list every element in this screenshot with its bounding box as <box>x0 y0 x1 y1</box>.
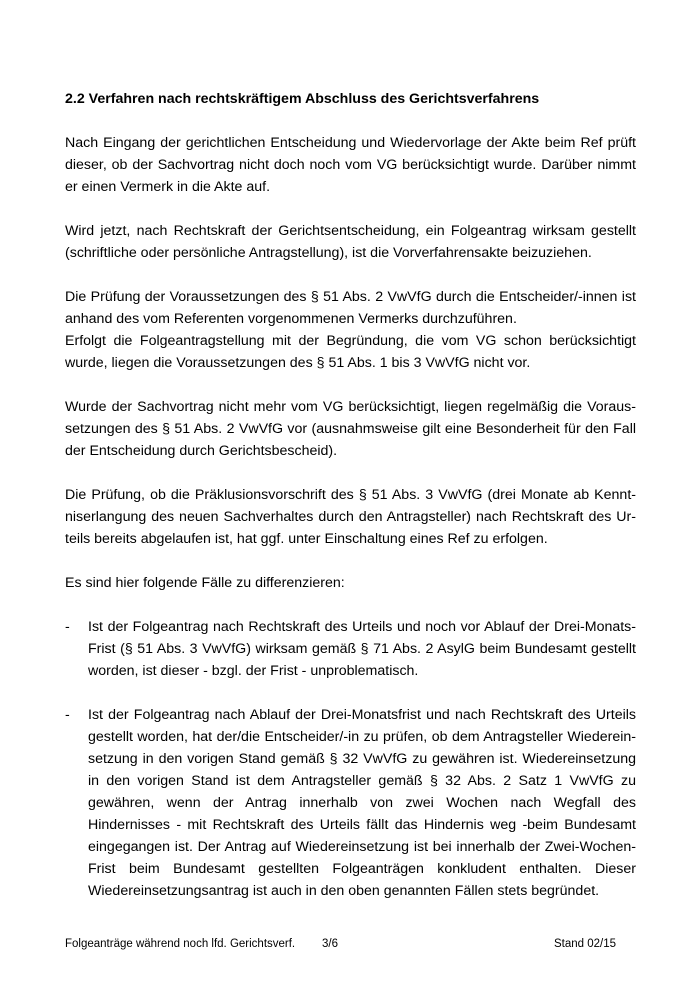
paragraph: Wurde der Sachvortrag nicht mehr vom VG berücksichtigt, liegen regelmäßig die Voraussetzungen des § 51 Abs. 2 VwVfG vor (ausnahmsweise gilt eine Besonderheit für den Fall der Entscheidung durch Gerichtsbescheid). <box>65 399 636 459</box>
list-item <box>65 616 636 682</box>
paragraph: Die Prüfung, ob die Präklusionsvorschrift des § 51 Abs. 3 VwVfG (drei Monate ab Kenntniserlangung des neuen Sachverhaltes durch den Antragsteller) nach Rechtskraft des Urteils bereits abgelaufen ist, hat ggf. unter Einschaltung eines Ref zu erfolgen. <box>65 487 636 547</box>
list-item-text: Ist der Folgeantrag nach Ablauf der Drei-Monatsfrist und nach Rechtskraft des Urteils gestellt worden, hat der/die Entscheider/-in zu prüfen, ob dem Antragsteller Wiedereinsetzung in den vorigen Stand gemäß § 32 VwVfG zu gewähren ist. Wiedereinsetzung in den vorigen Stand ist dem Antragsteller gemäß § 32 Abs. 2 Satz 1 VwVfG zu gewähren, wenn der Antrag innerhalb von zwei Wochen nach Wegfall des Hindernisses - mit Rechtskraft des Urteils fällt das Hindernis weg -beim Bundesamt eingegangen ist. Der Antrag auf Wiedereinsetzung ist bei innerhalb der Zwei-Wochen-Frist beim Bundesamt gestellten Folgeanträgen konkludent enthalten. Dieser Wiedereinsetzungsantrag ist auch in den oben genannten Fällen stets begründet. <box>88 707 636 899</box>
paragraph: Erfolgt die Folgeantragstellung mit der Begründung, die vom VG schon berücksichtigt wurde, liegen die Voraussetzungen des § 51 Abs. 1 bis 3 VwVfG nicht vor. <box>65 333 636 371</box>
document-body <box>65 88 636 924</box>
paragraph: Die Prüfung der Voraussetzungen des § 51 Abs. 2 VwVfG durch die Entscheider/-innen ist anhand des vom Referenten vorgenommenen Vermerks durchzuführen. <box>65 289 636 327</box>
footer-status: Stand 02/15 <box>553 938 616 950</box>
paragraph: Wird jetzt, nach Rechtskraft der Gerichtsentscheidung, ein Folgeantrag wirksam gestellt (schriftliche oder persönliche Antragstellung), ist die Vorverfahrensakte beizuziehen. <box>65 223 636 261</box>
list-item-text: Ist der Folgeantrag nach Rechtskraft des Urteils und noch vor Ablauf der Drei-Monats-Frist (§ 51 Abs. 3 VwVfG) wirksam gemäß § 71 Abs. 2 AsylG beim Bundesamt gestellt worden, ist dieser - bzgl. der Frist - unproblematisch. <box>88 619 636 679</box>
footer-page-number: 3/6 <box>322 938 338 950</box>
paragraph: Es sind hier folgende Fälle zu differenzieren: <box>65 575 345 591</box>
paragraph: Nach Eingang der gerichtlichen Entscheidung und Wiedervorlage der Akte beim Ref prüft dieser, ob der Sachvortrag nicht doch noch vom VG berücksichtigt wurde. Darüber nimmt er einen Vermerk in die Akte auf. <box>65 135 636 195</box>
list-bullet: - <box>65 707 70 723</box>
list-item <box>65 704 636 902</box>
section-heading: 2.2 Verfahren nach rechtskräftigem Abschluss des Gerichtsverfahrens <box>65 91 540 107</box>
list-bullet: - <box>65 619 70 635</box>
footer-title: Folgeanträge während noch lfd. Gerichtsverf. <box>65 938 296 950</box>
